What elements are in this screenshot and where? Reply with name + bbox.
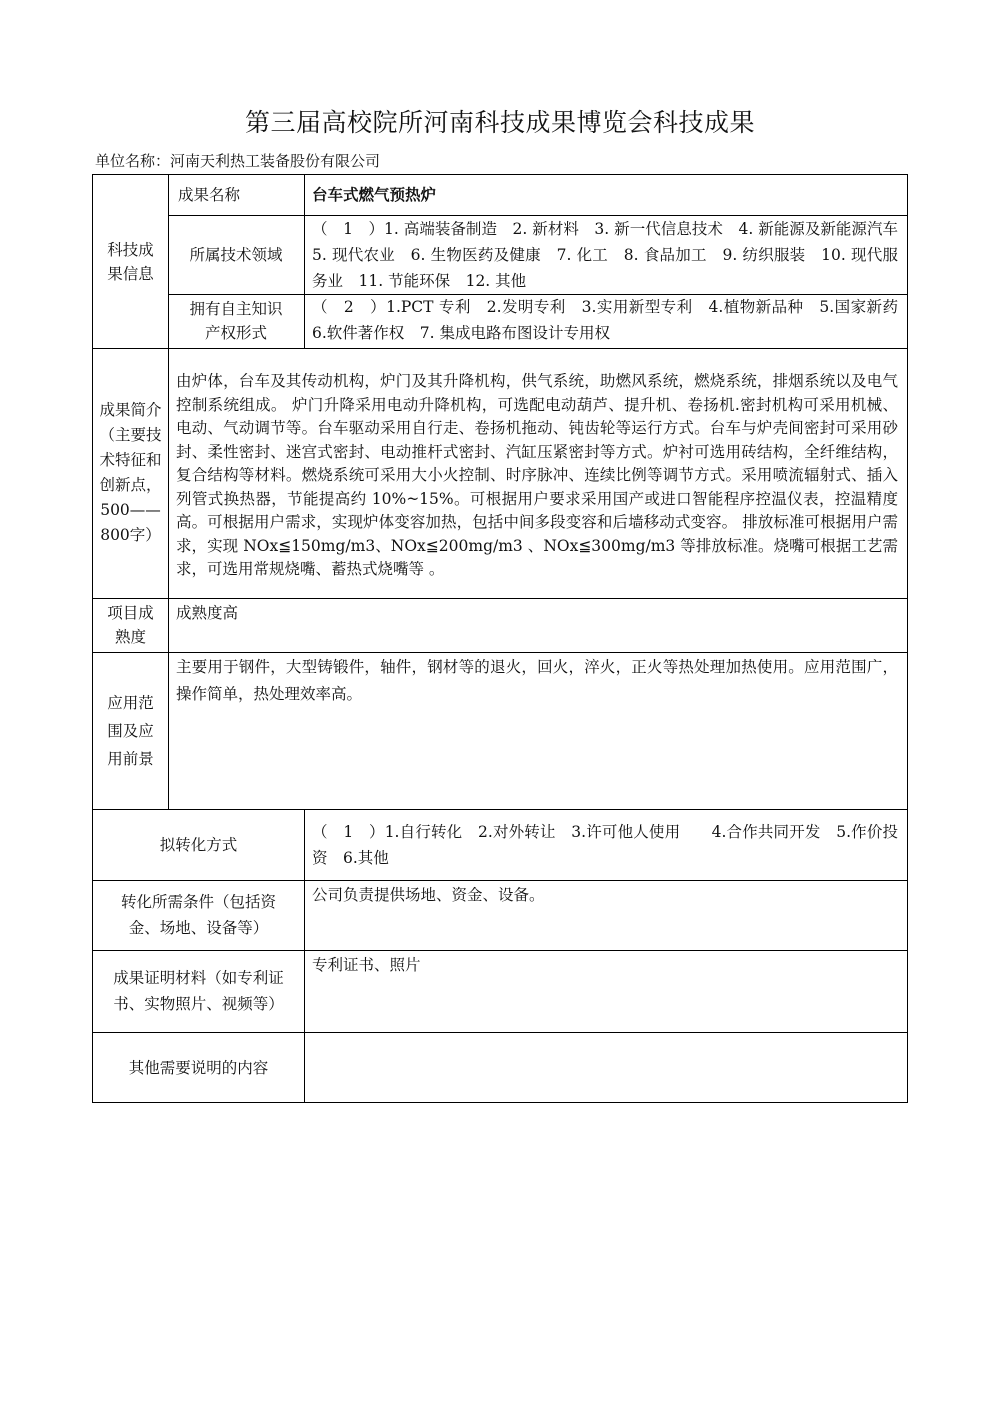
unit-name: 单位名称：河南天利热工装备股份有限公司 [95,152,381,170]
summary-text: 由炉体，台车及其传动机构，炉门及其升降机构，供气系统，助燃风系统，燃烧系统，排烟系统以及电气控制系统组成。 炉门升降采用电动升降机构，可选配电动葫芦、提升机、卷扬机.密封机构可采用机械、电动、气动调节等。台车驱动采用自行走、卷扬机拖动、钝齿轮等运行方式。台车与炉壳间密封可采用砂封、柔性密封、迷宫式密封、电动推杆式密封、汽缸压紧密封等方式。炉衬可选用砖结构，全纤维结构，复合结构等材料。燃烧系统可采用大小火控制、时序脉冲、连续比例等调节方式。采用喷流辐射式、插入列管式换热器，节能提高约 10%~15%。可根据用户要求采用国产或进口智能程序控温仪表，控温精度高。可根据用户需求，实现炉体变容加热，包括中间多段变容和后墙移动式变容。 排放标准可根据用户需求，实现 NOx≦150mg/m3、NOx≦200mg/m3 、NOx≦300mg/m3 等排放标准。烧嘴可根据工艺需求，可选用常规烧嘴、蓄热式烧嘴等 。 [176,372,898,578]
conditions-label: 转化所需条件（包括资金、场地、设备等） [120,893,276,937]
info-group-label: 科技成果信息 [107,240,154,283]
ip-form-label: 拥有自主知识产权形式 [189,300,283,342]
conditions-value: 公司负责提供场地、资金、设备。 [312,886,545,904]
achievement-name-value: 台车式燃气预热炉 [312,185,437,204]
ip-form-value: （ 2 ）1.PCT 专利 2.发明专利 3.实用新型专利 4.植物新品种 5.国家新药 6.软件著作权 7. 集成电路布图设计专用权 [312,298,914,342]
maturity-value: 成熟度高 [176,604,239,622]
conversion-label: 拟转化方式 [159,835,238,854]
proof-value: 专利证书、照片 [312,956,421,974]
application-value: 主要用于钢件，大型铸锻件，轴件，钢材等的退火，回火，淬火，正火等热处理加热使用。应用范围广，操作简单，热处理效率高。 [176,658,898,703]
other-value [304,1032,908,1103]
conversion-value: （ 1 ）1.自行转化 2.对外转让 3.许可他人使用 4.合作共同开发 5.作价投资 6.其他 [312,823,898,867]
application-label: 应用范围及应用前景 [107,693,154,768]
summary-label: 成果简介（主要技术特征和创新点，500——800字） [99,401,162,544]
maturity-label: 项目成熟度 [107,604,154,646]
proof-label: 成果证明材料（如专利证书、实物照片、视频等） [113,969,284,1013]
page-title: 第三届高校院所河南科技成果博览会科技成果 [244,108,755,137]
other-label: 其他需要说明的内容 [128,1058,269,1077]
tech-field-label: 所属技术领域 [189,245,283,264]
tech-field-value: （ 1 ）1. 高端装备制造 2. 新材料 3. 新一代信息技术 4. 新能源及新能源汽车 5. 现代农业 6. 生物医药及健康 7. 化工 8. 食品加工 9. 纺织服装 10. 现代服务业 11. 节能环保 12. 其他 [312,220,914,290]
achievement-table [92,174,914,1103]
achievement-name-label: 成果名称 [178,186,241,204]
